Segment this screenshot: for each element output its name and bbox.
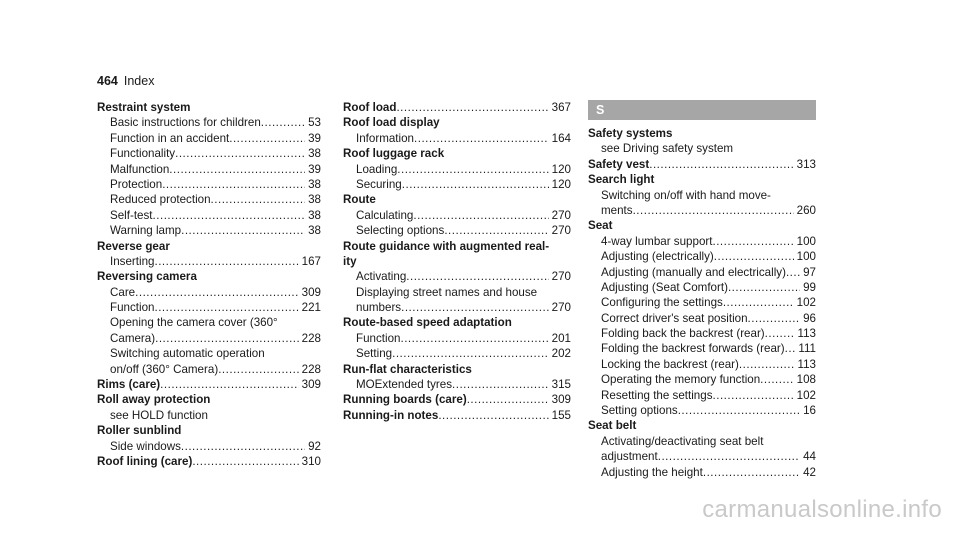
entry-text: Function [356,331,401,345]
watermark-logo: carmanualsonline.info [702,496,942,523]
entry-text: Protection [110,177,163,191]
entry-text: Folding the backrest forwards (rear) [601,342,785,356]
dot-leader [229,131,305,146]
page-reference[interactable]: 100 [796,250,816,264]
page-reference[interactable]: 309 [301,285,321,299]
dot-leader [169,162,305,177]
page-reference[interactable]: 102 [796,296,816,310]
page-reference[interactable]: 102 [796,388,816,402]
dot-leader [728,280,800,295]
entry-text: Information [356,131,414,145]
page-reference[interactable]: 221 [301,301,321,315]
index-subentry: Switching automatic operation [110,347,265,361]
dot-leader [452,377,549,392]
index-column-3 [588,100,816,480]
dot-leader [678,403,800,418]
entry-text: Function [110,301,155,315]
index-entry-heading: Reversing camera [97,270,197,284]
index-subentry [601,280,816,295]
dot-leader [413,208,548,223]
entry-text: Function in an accident [110,131,230,145]
entry-text: Warning lamp [110,224,182,238]
index-subentry [356,208,571,223]
entry-text: Reduced protection [110,193,211,207]
index-entry-heading: Route [343,193,376,207]
page-reference[interactable]: 113 [797,357,816,371]
index-subentry [356,300,571,315]
index-entry-heading: Route-based speed adaptation [343,316,512,330]
entry-text: Basic instructions for children [110,116,261,130]
index-subentry [110,254,321,269]
page-reference[interactable]: 155 [551,408,571,422]
page-reference[interactable]: 228 [301,362,321,376]
dot-leader [765,326,795,341]
page-reference[interactable]: 167 [301,254,321,268]
dot-leader [192,454,298,469]
dot-leader [181,439,305,454]
page-reference[interactable]: 38 [308,177,321,191]
index-entry-heading: Seat belt [588,419,637,433]
entry-text: Side windows [110,439,181,453]
index-entry-heading [588,157,816,172]
index-entry-heading [343,392,571,407]
index-subentry [601,372,816,387]
index-subentry [110,331,321,346]
dot-leader [160,377,299,392]
page-reference[interactable]: 313 [796,157,816,171]
index-subentry [356,223,571,238]
entry-text: Adjusting (electrically) [601,250,714,264]
index-entry-heading: Roof luggage rack [343,147,445,161]
index-subentry [110,131,321,146]
entry-text: Care [110,285,136,299]
index-subentry [110,146,321,161]
page-reference[interactable]: 367 [551,101,571,114]
index-subentry: Activating/deactivating seat belt [601,434,764,448]
entry-text: Setting [356,347,393,361]
page-reference[interactable]: 309 [551,393,571,407]
index-subentry [601,295,816,310]
page-reference[interactable]: 39 [308,131,321,145]
index-column-2 [343,100,571,423]
entry-text: Adjusting (manually and electrically) [601,265,786,279]
dot-leader [402,177,549,192]
page-reference[interactable]: 100 [796,234,816,248]
entry-text: Activating [356,270,407,284]
dot-leader [154,254,298,269]
page-reference[interactable]: 108 [796,373,816,387]
index-entry-heading [343,100,571,115]
entry-text: Calculating [356,208,414,222]
page-reference[interactable]: 310 [301,454,321,468]
page-reference[interactable]: 315 [551,378,571,392]
entry-text: Selecting options [356,224,445,238]
entry-text: 4-way lumbar support [601,234,713,248]
index-subentry [110,223,321,238]
dot-leader [396,100,548,115]
index-subentry [110,177,321,192]
page-reference[interactable]: 42 [803,465,816,479]
index-entry-heading: Roll away protection [97,393,211,407]
dot-leader [444,223,548,238]
dot-leader [175,146,305,161]
letter-heading-s: S [588,100,816,120]
entry-text: Functionality [110,147,176,161]
index-subentry [356,177,571,192]
page-reference[interactable]: 99 [803,280,816,294]
index-subentry [601,465,816,480]
entry-text: Rims (care) [97,378,161,392]
page-reference[interactable]: 39 [308,162,321,176]
page-header [97,74,154,88]
index-subentry [601,403,816,418]
dot-leader [760,372,793,387]
dot-leader [135,285,299,300]
entry-text: Self-test [110,208,153,222]
page-reference[interactable]: 38 [308,224,321,238]
page-reference[interactable]: 16 [803,404,816,418]
index-subentry [601,388,816,403]
entry-text: Operating the memory function [601,373,761,387]
entry-text: Inserting [110,254,155,268]
entry-text: Camera) [110,331,156,345]
dot-leader [786,265,800,280]
entry-text: Safety vest [588,157,650,171]
index-subentry [601,249,816,264]
entry-text: Configuring the settings [601,296,723,310]
dot-leader [392,346,549,361]
index-subentry [356,331,571,346]
page-reference[interactable]: 309 [301,378,321,392]
index-subentry [110,362,321,377]
dot-leader [785,341,796,356]
index-column-1 [97,100,321,469]
page-reference[interactable]: 270 [551,224,571,238]
dot-leader [211,192,306,207]
dot-leader [406,269,548,284]
dot-leader [181,223,305,238]
index-subentry [601,311,816,326]
index-subentry [110,439,321,454]
page-reference[interactable]: 260 [796,203,816,217]
page-reference[interactable]: 111 [798,342,816,356]
page-reference[interactable]: 270 [551,208,571,222]
index-subentry [356,269,571,284]
index-subentry: Displaying street names and house [356,285,538,299]
dot-leader [154,300,298,315]
dot-leader [162,177,305,192]
entry-text: Roof load [343,101,397,114]
page-number: 464 [97,74,118,88]
entry-text: MOExtended tyres [356,378,453,392]
entry-text: ments [601,203,633,217]
dot-leader [467,392,549,407]
index-subentry: see HOLD function [110,408,208,422]
dot-leader [397,162,548,177]
page-reference[interactable]: 44 [803,450,816,464]
index-subentry: Opening the camera cover (360° [110,316,278,330]
entry-text: Securing [356,177,402,191]
dot-leader [703,465,800,480]
entry-text: Resetting the settings [601,388,713,402]
index-subentry: Switching on/off with hand move- [601,188,771,202]
dot-leader [401,300,549,315]
page-reference[interactable]: 92 [308,439,321,453]
entry-text: Running-in notes [343,408,439,422]
page-reference[interactable]: 201 [551,331,571,345]
index-subentry [110,192,321,207]
page-reference[interactable]: 53 [308,116,321,130]
entry-text: Roof lining (care) [97,454,193,468]
entry-text: Correct driver's seat position [601,311,748,325]
index-subentry [601,203,816,218]
index-subentry [110,162,321,177]
index-entry-heading [97,377,321,392]
index-subentry [601,449,816,464]
dot-leader [261,115,305,130]
entry-text: Malfunction [110,162,170,176]
section-title: Index [123,74,155,88]
page-reference[interactable]: 120 [551,162,571,176]
entry-text: Locking the backrest (rear) [601,357,739,371]
entry-text: Loading [356,162,398,176]
page-reference[interactable]: 38 [308,147,321,161]
page-reference[interactable]: 120 [551,177,571,191]
page-reference[interactable]: 270 [551,301,571,315]
dot-leader [649,157,793,172]
entry-text: Running boards (care) [343,393,467,407]
entry-text: numbers [356,301,402,315]
dot-leader [633,203,794,218]
page-reference[interactable]: 38 [308,193,321,207]
dot-leader [218,362,298,377]
index-subentry [110,208,321,223]
dot-leader [155,331,299,346]
dot-leader [414,131,549,146]
dot-leader [438,408,548,423]
index-entry-heading: Search light [588,173,655,187]
index-entry-heading: Route guidance with augmented real- [343,239,550,253]
dot-leader [723,295,794,310]
index-subentry [601,357,816,372]
index-subentry [601,234,816,249]
dot-leader [400,331,548,346]
entry-text: Folding back the backrest (rear) [601,327,765,341]
dot-leader [713,388,794,403]
dot-leader [714,249,794,264]
dot-leader [739,357,795,372]
page-reference[interactable]: 164 [551,131,571,145]
index-subentry [110,115,321,130]
index-subentry [356,162,571,177]
page-reference[interactable]: 97 [803,265,816,279]
dot-leader [658,449,800,464]
index-entry-heading: Seat [588,219,613,233]
page-reference[interactable]: 38 [308,208,321,222]
index-entry-heading: Restraint system [97,101,191,114]
dot-leader [712,234,793,249]
index-subentry [356,377,571,392]
page-reference[interactable]: 113 [797,327,816,341]
index-subentry [356,131,571,146]
index-subentry: see Driving safety system [601,142,734,156]
index-subentry [110,285,321,300]
index-subentry [601,326,816,341]
page-reference[interactable]: 228 [301,331,321,345]
index-entry-heading [343,408,571,423]
index-entry-heading: ity [343,254,357,268]
entry-text: Adjusting (Seat Comfort) [601,280,728,294]
index-subentry [356,346,571,361]
entry-text: adjustment [601,450,658,464]
page-reference[interactable]: 202 [551,347,571,361]
page-reference[interactable]: 270 [551,270,571,284]
index-entry-heading: Safety systems [588,127,673,140]
dot-leader [153,208,306,223]
index-subentry [110,300,321,315]
entry-text: Adjusting the height [601,465,703,479]
index-entry-heading: Roller sunblind [97,424,182,438]
dot-leader [748,311,801,326]
index-subentry [601,265,816,280]
index-entry-heading: Roof load display [343,116,440,130]
index-subentry [601,341,816,356]
index-entry-heading: Reverse gear [97,239,170,253]
index-entry-heading: Run-flat characteristics [343,362,472,376]
index-entry-heading [97,454,321,469]
entry-text: on/off (360° Camera) [110,362,219,376]
page-reference[interactable]: 96 [803,311,816,325]
entry-text: Setting options [601,404,678,418]
